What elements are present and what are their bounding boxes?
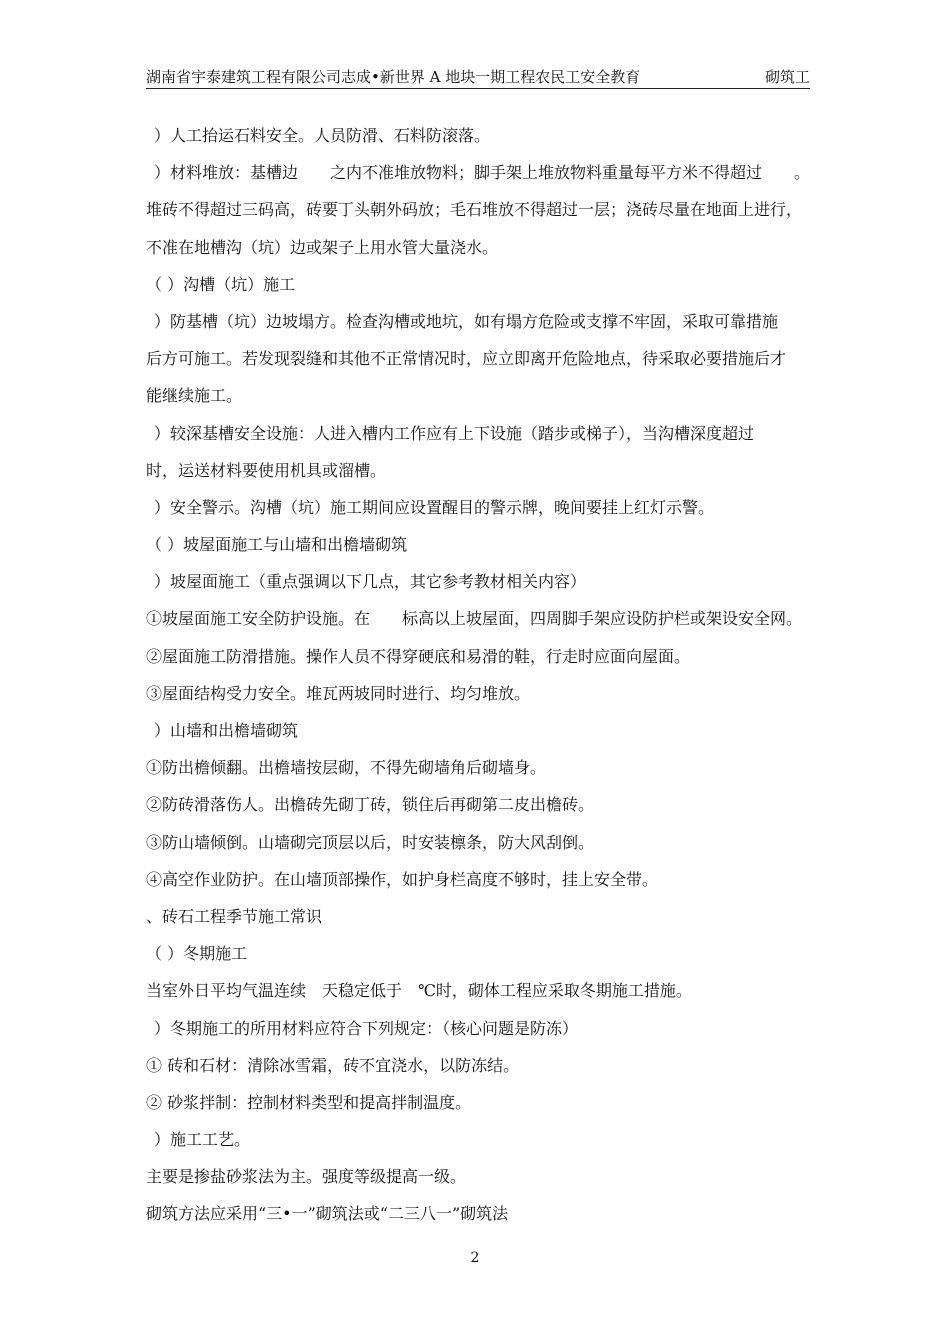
text-line: 主要是掺盐砂浆法为主。强度等级提高一级。 (146, 1167, 467, 1187)
page-number: 2 (470, 1250, 480, 1266)
text-line: ③防山墙倾倒。山墙砌完顶层以后，时安装檩条，防大风刮倒。 (146, 832, 595, 852)
text-line: ① 砖和石材：清除冰雪霜，砖不宜浇水，以防冻结。 (146, 1055, 520, 1075)
text-line: ①防出檐倾翻。出檐墙按层砌，不得先砌墙角后砌墙身。 (146, 758, 547, 778)
header-section: 砌筑工 (764, 68, 810, 86)
text-line: ④高空作业防护。在山墙顶部操作，如护身栏高度不够时，挂上安全带。 (146, 869, 659, 889)
text-line: 堆砖不得超过三码高，砖要丁头朝外码放；毛石堆放不得超过一层；浇砖尽量在地面上进行， (146, 200, 803, 220)
text-line: ①坡屋面施工安全防护设施。在 标高以上坡屋面，四周脚手架应设防护栏或架设安全网。 (146, 609, 803, 629)
text-line: 后方可施工。若发现裂缝和其他不正常情况时，应立即离开危险地点，待采取必要措施后才 (146, 349, 787, 369)
document-body (146, 117, 810, 1233)
text-line: ）坡屋面施工（重点强调以下几点，其它参考教材相关内容） (154, 572, 587, 592)
page-header (146, 66, 810, 89)
text-line: ）较深基槽安全设施：人进入槽内工作应有上下设施（踏步或梯子），当沟槽深度超过 (154, 423, 755, 443)
text-line: ）防基槽（坑）边坡塌方。检查沟槽或地坑，如有塌方危险或支撑不牢固，采取可靠措施 (154, 311, 779, 331)
text-line: （ ）冬期施工 (146, 944, 248, 964)
text-line: 时，运送材料要使用机具或溜槽。 (146, 460, 387, 480)
text-line: ③屋面结构受力安全。堆瓦两坡同时进行、均匀堆放。 (146, 683, 531, 703)
text-line: ）人工抬运石料安全。人员防滑、石料防滚落。 (154, 126, 491, 145)
text-line: （ ）沟槽（坑）施工 (146, 274, 296, 294)
text-line: 砌筑方法应采用“三•一”砌筑法或“二三八一”砌筑法 (146, 1204, 509, 1224)
text-line: 当室外日平均气温连续 天稳定低于 ℃时，砌体工程应采取冬期施工措施。 (146, 981, 692, 1001)
text-line: 能继续施工。 (146, 386, 243, 406)
text-line: （ ）坡屋面施工与山墙和出檐墙砌筑 (146, 535, 408, 555)
text-line: ②防砖滑落伤人。出檐砖先砌丁砖，锁住后再砌第二皮出檐砖。 (146, 795, 595, 815)
text-line: ）山墙和出檐墙砌筑 (154, 721, 299, 740)
text-line: ）施工工艺。 (154, 1130, 251, 1150)
header-title: 湖南省宇泰建筑工程有限公司志成•新世界 A 地块一期工程农民工安全教育 (146, 68, 641, 86)
text-line: ）冬期施工的所用材料应符合下列规定：（核心问题是防冻） (154, 1018, 579, 1038)
text-line: 、砖石工程季节施工常识 (146, 906, 323, 926)
text-line: 不准在地槽沟（坑）边或架子上用水管大量浇水。 (146, 237, 499, 257)
text-line: ②屋面施工防滑措施。操作人员不得穿硬底和易滑的鞋，行走时应面向屋面。 (146, 646, 691, 666)
text-line: ② 砂浆拌制：控制材料类型和提高拌制温度。 (146, 1092, 472, 1112)
text-line: ）安全警示。沟槽（坑）施工期间应设置醒目的警示牌，晚间要挂上红灯示警。 (154, 497, 715, 517)
text-line: ）材料堆放：基槽边 之内不准堆放物料；脚手架上堆放物料重量每平方米不得超过 。 (154, 163, 810, 183)
